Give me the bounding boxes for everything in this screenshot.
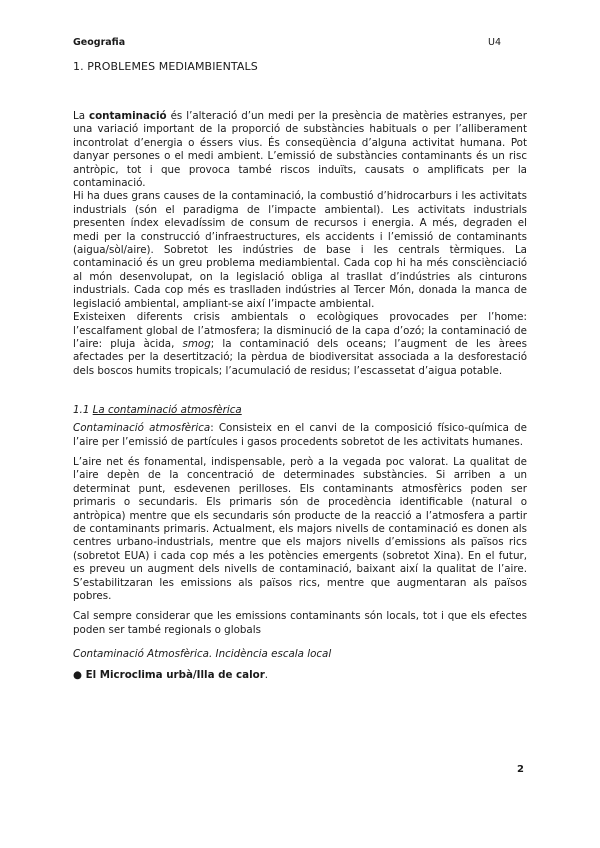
intro-paragraph-2: Hi ha dues grans causes de la contaminació, la combustió d’hidrocarburs i les activitats industrials (són el paradigma de l’impacte ambiental). Les activitats industrials presenten índex elevadíssim de consum de recursos i energia. A més, degraden el medi per la construcció d’infraestructures, els accidents i l’emissió de contaminants (aigua/sòl/aire). Sobretot les indústries de base i les centrals tèrmiques. La contaminació és un greu problema mediambiental. Cada cop hi ha més consciènciació al món desenvolupat, on la legislació obliga al trasllat d’indústries als cinturons industrials. Cada cop més es traslladen indústries al Tercer Món, donada la manca de legislació ambiental, ampliant-se així l’impacte ambiental. [73, 190, 527, 310]
subsection-number: 1.1 [73, 404, 93, 417]
p1-rest: és l’alteració d’un medi per la presència de matèries estranyes, per una variació important de la proporció de substàncies habituals o per l’alliberament incontrolat d’energia o éssers vius. És conseqüència d’alguna activitat humana. Pot danyar persones o el medi ambient. L’emissió de substàncies contaminants és un risc antròpic, tot i que provoca també riscos induïts, causats o amplificats per la contaminació. [73, 110, 527, 190]
page-content [73, 57, 527, 681]
bullet-text: El Microclima urbà/Illa de calor [85, 669, 265, 682]
intro-paragraph-1 [73, 110, 527, 190]
local-paragraph: Cal sempre considerar que les emissions contaminants són locals, tot i que els efectes poden ser també regionals o globals [73, 610, 527, 636]
section-title: 1. PROBLEMES MEDIAMBIENTALS [73, 60, 258, 73]
bullet-item [73, 669, 527, 681]
term-smog: smog [182, 337, 211, 350]
p1-pre: La [73, 110, 89, 122]
intro-paragraph-3 [73, 311, 527, 378]
p3-pre: Existeixen diferents crisis ambientals o ecològiques provocades per l’home: l’escalfament global de l’atmosfera; la disminució de la capa d’ozó; la contaminació de l’aire: pluja àcida, [73, 311, 527, 350]
incidence-heading: Contaminació Atmosfèrica. Incidència escala local [73, 648, 332, 661]
subsection-heading [73, 404, 527, 416]
header-subject: Geografia [73, 37, 126, 48]
page-number: 2 [517, 764, 524, 775]
p3-post: ; la contaminació dels oceans; l’augment de les àrees afectades per la desertització; la pèrdua de biodiversitat associada a la desforestació dels boscos humits tropicals; l’acumulació de residus; l’escassetat d’aigua potable. [73, 337, 527, 377]
term-contaminacio: contaminació [89, 110, 167, 122]
bullet-icon: ● [73, 669, 82, 682]
subsection-title: La contaminació atmosfèrica [92, 404, 242, 417]
definition-text: : Consisteix en el canvi de la composició físico-química de l’aire per l’emissió de partícules i gasos procedents sobretot de les activitats humanes. [73, 422, 527, 448]
header-unit: U4 [488, 37, 501, 48]
definition-paragraph [73, 422, 527, 449]
air-paragraph: L’aire net és fonamental, indispensable, però a la vegada poc valorat. La qualitat de l’aire depèn de la concentració de determinades substàncies. Si arriben a un determinat punt, esdevenen perilloses. Els contaminants atmosfèrics poden ser primaris o secundaris. Els primaris són de procedència identificable (natural o antròpica) mentre que els secundaris són producte de la reacció a l’atmosfera a partir de contaminants primaris. Actualment, els majors nivells de contaminació es donen als centres urbano-industrials, mentre que els majors nivells d’emissions als països rics (sobretot EUA) i cada cop més a les potències emergents (sobretot Xina). En el futur, es preveu un augment dels nivells de contaminació, baixant així la qualitat de l’aire. S’estabilitzaran les emissions als països rics, mentre que augmentaran als països pobres. [73, 455, 527, 602]
definition-term: Contaminació atmosfèrica [73, 422, 211, 435]
bullet-tail: . [264, 669, 269, 682]
